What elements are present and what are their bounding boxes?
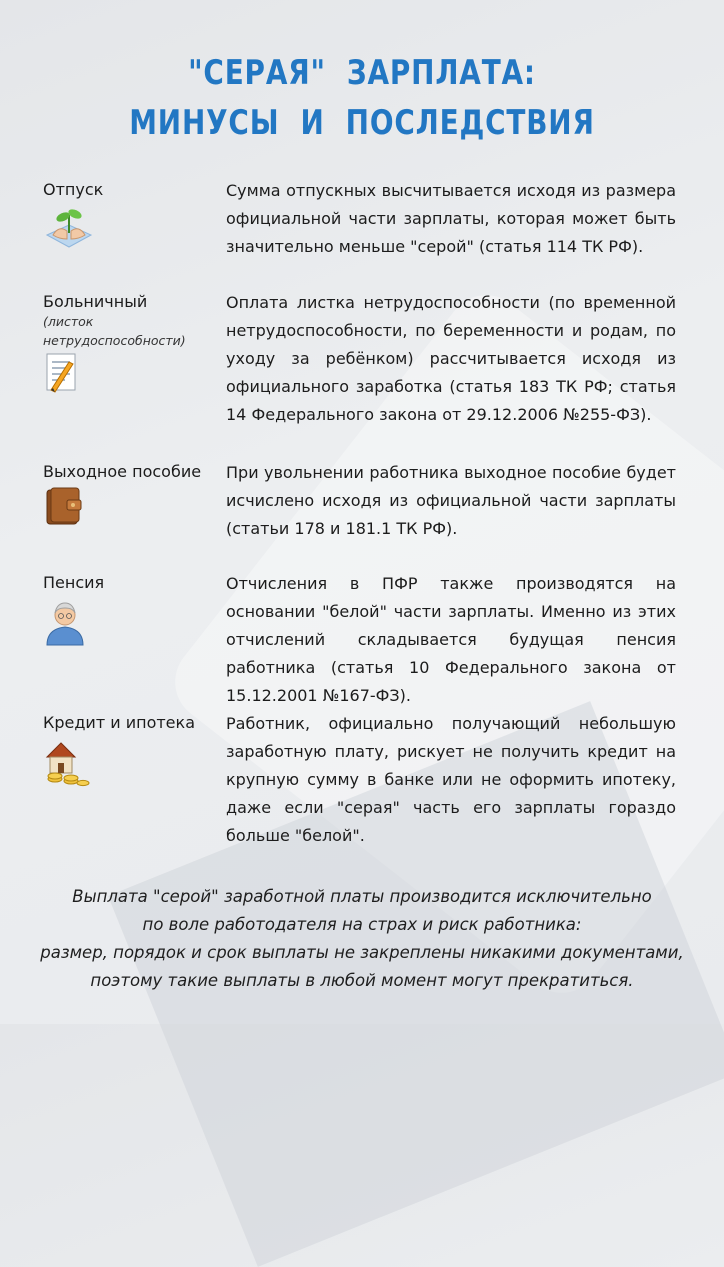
- section-description: Сумма отпускных высчитывается исходя из размера официальной части зарплаты, которая может быть значительно меньше "серой" (статья 114 ТК РФ).: [226, 181, 676, 256]
- footer-line-3: размер, порядок и срок выплаты не закреплены никакими документами,: [40, 943, 684, 962]
- section-label: Отпуск: [43, 180, 104, 199]
- document-pencil-icon: [43, 350, 83, 400]
- section-description: При увольнении работника выходное пособие будет исчислено исходя из официальной части зарплаты (статьи 178 и 181.1 ТК РФ).: [226, 463, 676, 538]
- elderly-person-icon: [43, 597, 87, 651]
- section-description: Отчисления в ПФР также производятся на основании "белой" части зарплаты. Именно из этих отчислений складывается будущая пенсия работника (статья 10 Федерального закона от 15.12.2001 №167-ФЗ).: [226, 574, 676, 705]
- section-description: Оплата листка нетрудоспособности (по временной нетрудоспособности, по беременности и родам, по уходу за ребёнком) рассчитывается исходя из официального заработка (статья 183 ТК РФ; статья 14 Федерального закона от 29.12.2006 №255-ФЗ).: [226, 293, 676, 424]
- wallet-icon: [43, 484, 89, 532]
- section-label: Выходное пособие: [43, 462, 202, 481]
- footer-line-1: Выплата "серой" заработной платы производится исключительно: [72, 887, 652, 906]
- footer-line-2: по воле работодателя на страх и риск работника:: [142, 915, 582, 934]
- section-credit-mortgage: [43, 713, 683, 853]
- footer-line-4: поэтому такие выплаты в любой момент могут прекратиться.: [90, 971, 634, 990]
- section-description: Работник, официально получающий небольшую заработную плату, рискует не получить кредит на крупную сумму в банке или не оформить ипотеку, даже если "серая" часть его зарплаты гораздо больше "белой".: [226, 714, 676, 845]
- section-sublabel: (листок нетрудоспособности): [43, 314, 186, 348]
- section-label: Пенсия: [43, 573, 105, 592]
- section-pension: [43, 573, 683, 705]
- title-line-2: МИНУСЫ И ПОСЛЕДСТВИЯ: [129, 103, 595, 143]
- footer-note: [20, 883, 704, 995]
- section-sick-leave: [43, 292, 683, 432]
- page-title: [65, 48, 659, 148]
- house-coins-icon: [43, 737, 93, 791]
- section-label: Больничный: [43, 292, 148, 311]
- section-label: Кредит и ипотека: [43, 713, 195, 732]
- seedling-hands-icon: [43, 205, 95, 255]
- section-vacation: [43, 180, 683, 260]
- title-line-1: "СЕРАЯ" ЗАРПЛАТА:: [188, 53, 536, 93]
- section-severance: [43, 462, 683, 542]
